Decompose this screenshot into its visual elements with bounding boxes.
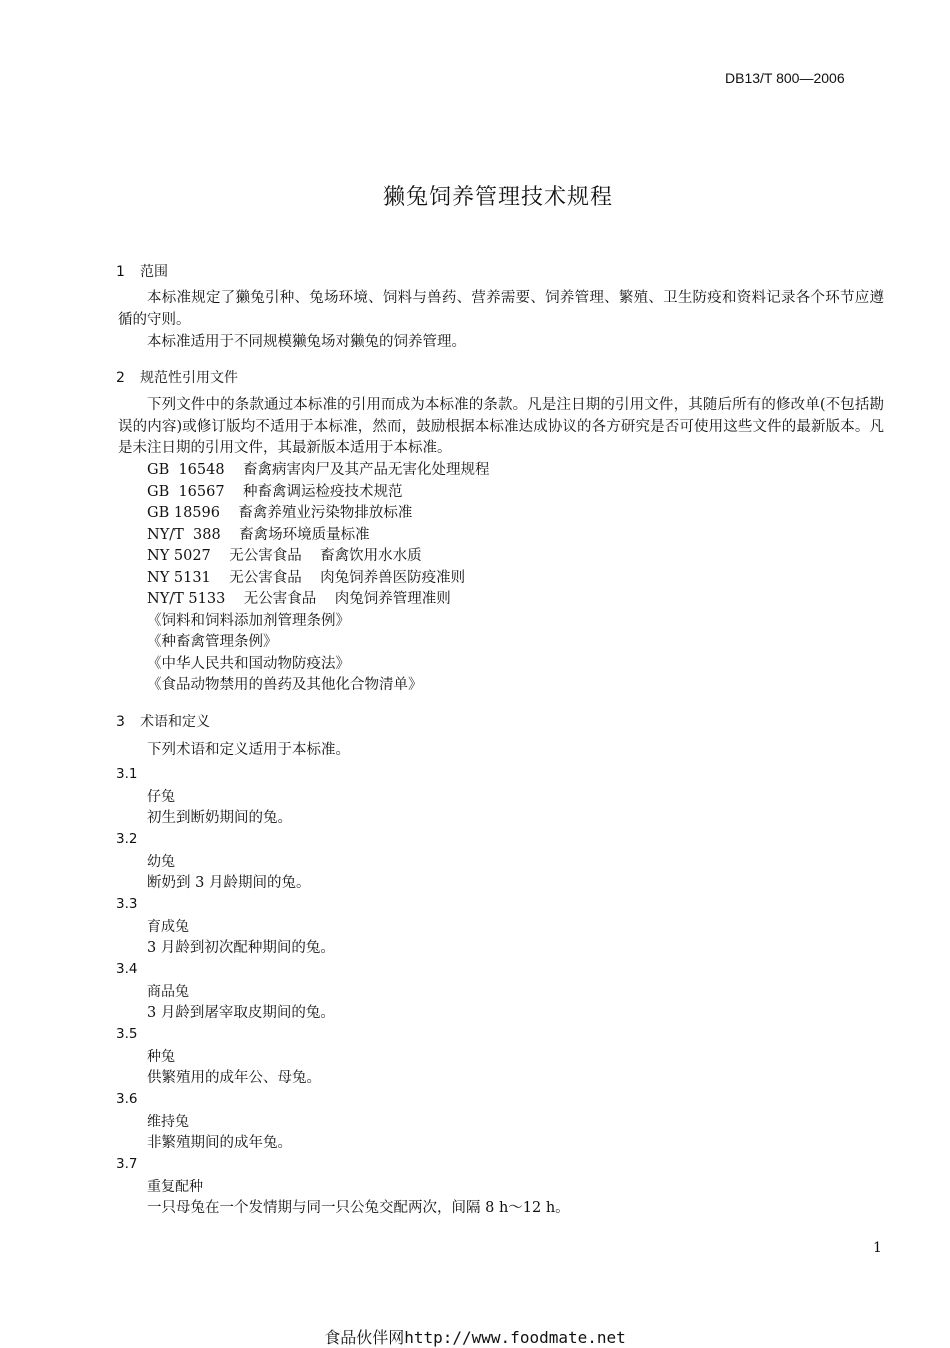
footer-url-link[interactable]: http://www.foodmate.net <box>404 1328 626 1347</box>
reference-item: 《食品动物禁用的兽药及其他化合物清单》 <box>147 677 423 693</box>
definition-text: 非繁殖期间的成年兔。 <box>147 1135 292 1151</box>
definition-text: 供繁殖用的成年公、母兔。 <box>147 1070 321 1086</box>
reference-item: GB 16548 畜禽病害肉尸及其产品无害化处理规程 <box>147 462 490 478</box>
standard-code: DB13/T 800—2006 <box>725 70 845 86</box>
definition-number: 3.6 <box>116 1091 138 1107</box>
footer-site-name: 食品伙伴网 <box>324 1328 405 1347</box>
section-number: 2 <box>116 370 125 386</box>
reference-item: NY 5027 无公害食品 畜禽饮用水水质 <box>147 548 422 564</box>
reference-item: NY/T 5133 无公害食品 肉兔饲养管理准则 <box>147 591 451 607</box>
page-number: 1 <box>873 1240 882 1256</box>
section-3-intro: 下列术语和定义适用于本标准。 <box>147 742 350 758</box>
definition-term: 仔兔 <box>147 789 175 805</box>
definition-number: 3.4 <box>116 961 138 977</box>
section-3-heading <box>116 711 210 731</box>
document-title: 獭兔饲养管理技术规程 <box>382 185 613 210</box>
definition-term: 种兔 <box>147 1049 175 1065</box>
footer-watermark <box>0 1325 950 1348</box>
definition-number: 3.3 <box>116 896 138 912</box>
section-number: 3 <box>116 714 125 730</box>
definition-term: 商品兔 <box>147 984 189 1000</box>
definition-term: 幼兔 <box>147 854 175 870</box>
section-2-heading <box>116 367 238 387</box>
section-1-heading <box>116 261 168 281</box>
reference-item: GB 18596 畜禽养殖业污染物排放标准 <box>147 505 413 521</box>
reference-item: NY/T 388 畜禽场环境质量标准 <box>147 526 370 543</box>
definition-term: 育成兔 <box>147 919 189 935</box>
reference-item: GB 16567 种畜禽调运检疫技术规范 <box>147 483 403 500</box>
definition-number: 3.1 <box>116 766 138 782</box>
definition-number: 3.7 <box>116 1156 138 1172</box>
reference-item: 《种畜禽管理条例》 <box>147 634 278 650</box>
definition-text: 3 月龄到屠宰取皮期间的兔。 <box>147 1005 335 1021</box>
definition-term: 重复配种 <box>147 1179 203 1195</box>
section-number: 1 <box>116 264 125 280</box>
reference-item: 《饲料和饲料添加剂管理条例》 <box>147 612 350 629</box>
reference-item: 《中华人民共和国动物防疫法》 <box>147 655 350 672</box>
definition-text: 3 月龄到初次配种期间的兔。 <box>147 940 335 956</box>
reference-item: NY 5131 无公害食品 肉兔饲养兽医防疫准则 <box>147 569 466 586</box>
definition-text: 断奶到 3 月龄期间的兔。 <box>147 875 311 891</box>
section-1-paragraph-1: 本标准规定了獭兔引种、兔场环境、饲料与兽药、营养需要、饲养管理、繁殖、卫生防疫和资料记录各个环节应遵循的守则。 <box>118 290 884 328</box>
section-title: 规范性引用文件 <box>140 370 238 386</box>
section-2-paragraph: 下列文件中的条款通过本标准的引用而成为本标准的条款。凡是注日期的引用文件，其随后所有的修改单(不包括勘误的内容)或修订版均不适用于本标准，然而，鼓励根据本标准达成协议的各方研究是否可使用这些文件的最新版本。凡是未注日期的引用文件，其最新版本适用于本标准。 <box>118 397 884 456</box>
definition-text: 初生到断奶期间的兔。 <box>147 810 292 826</box>
definition-term: 维持兔 <box>147 1114 189 1130</box>
section-title: 范围 <box>140 264 168 280</box>
reference-list <box>147 460 490 697</box>
section-1-paragraph-2: 本标准适用于不同规模獭兔场对獭兔的饲养管理。 <box>147 334 466 350</box>
section-title: 术语和定义 <box>140 714 210 730</box>
definition-number: 3.2 <box>116 831 138 847</box>
definition-number: 3.5 <box>116 1026 138 1042</box>
definition-text: 一只母兔在一个发情期与同一只公兔交配两次，间隔 8 h～12 h。 <box>147 1200 570 1216</box>
